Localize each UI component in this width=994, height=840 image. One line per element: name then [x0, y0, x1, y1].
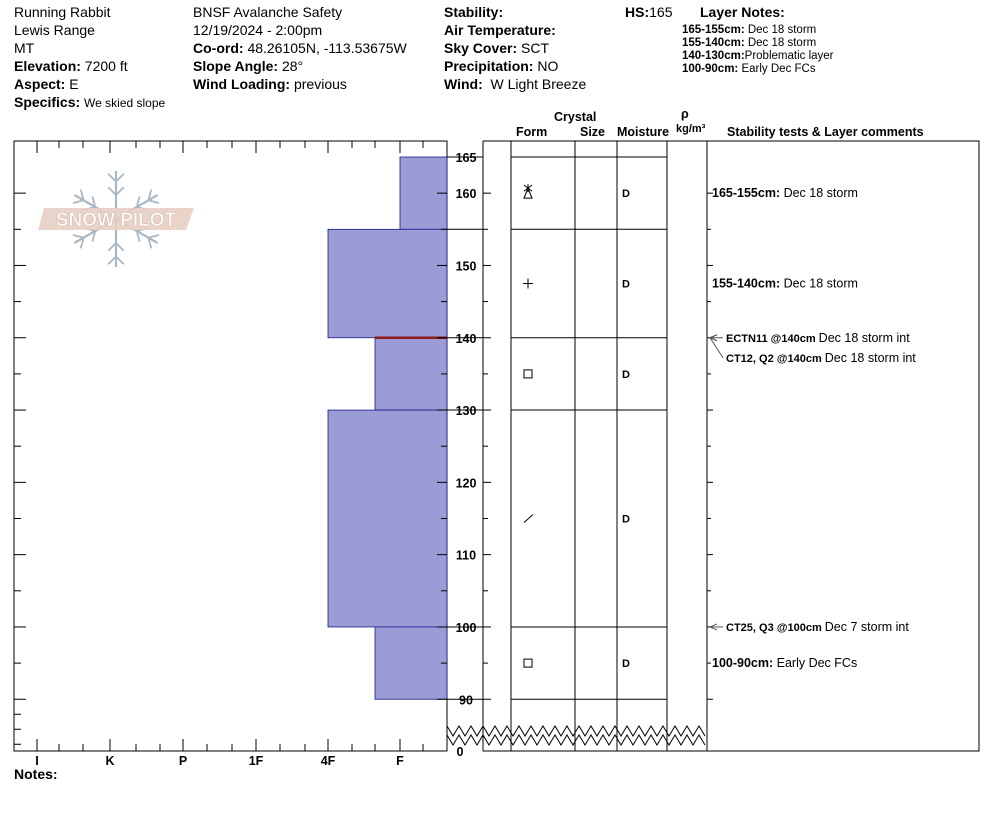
snowflake-branch [108, 174, 116, 182]
hardness-bar [328, 229, 447, 337]
moisture-value: D [622, 658, 630, 671]
snowflake-branch [148, 235, 159, 238]
layer-comment-text: Dec 18 storm [783, 186, 858, 201]
snow-height: HS:165 [625, 4, 673, 20]
depth-tick-label: 160 [455, 187, 477, 202]
layer-comment-text: Dec 18 storm [783, 276, 858, 291]
specifics: Specifics: We skied slope [14, 94, 166, 110]
form-header: Form [516, 125, 548, 139]
crystal-symbol [524, 515, 533, 523]
hardness-bar [328, 410, 447, 627]
stability-test-result: ECTN11 @140cm [726, 332, 819, 345]
layer-comment-range: 100-90cm: [712, 656, 777, 671]
snowflake-branch [148, 200, 159, 203]
depth-tick-label: 120 [455, 476, 477, 491]
elevation: Elevation: 7200 ft [14, 58, 128, 74]
organization: BNSF Avalanche Safety [193, 4, 343, 20]
state: MT [14, 40, 35, 56]
moisture-header: Moisture [617, 125, 670, 139]
depth-tick-label: 150 [455, 259, 477, 274]
snowflake-branch [116, 256, 124, 264]
layer-note: 100-90cm: Early Dec FCs [682, 63, 816, 75]
depth-tick-label: 140 [455, 331, 477, 346]
axis-break-zigzag [447, 726, 705, 736]
layer-comment [712, 277, 858, 291]
moisture-value: D [622, 278, 630, 291]
depth-tick-label: 90 [459, 693, 473, 708]
stability-test-comment: Dec 18 storm int [824, 350, 916, 365]
hardness-bar [375, 627, 447, 699]
layer-comment-range: 165-155cm: [712, 186, 784, 201]
snowflake-branch [108, 256, 116, 264]
snowflake-branch [116, 243, 124, 251]
snowpilot-logo [38, 171, 194, 267]
observation-datetime: 12/19/2024 - 2:00pm [193, 22, 323, 38]
slope-angle: Slope Angle: 28° [193, 58, 304, 74]
crystal-symbol [524, 184, 532, 192]
axis-break-zigzag [447, 735, 705, 745]
hardness-tick-label: P [178, 754, 188, 768]
density-symbol: ρ [681, 107, 689, 121]
depth-tick-label: 130 [455, 404, 477, 419]
wind: Wind: W Light Breeze [444, 76, 587, 92]
hardness-tick-label: F [396, 754, 404, 768]
coordinates: Co-ord: 48.26105N, -113.53675W [193, 40, 407, 56]
depth-tick-label: 100 [455, 620, 477, 635]
hardness-tick-label: 1F [248, 754, 264, 768]
depth-tick-label: 110 [455, 548, 477, 563]
stability-test [726, 351, 916, 365]
crystal-header: Crystal [554, 110, 597, 124]
crystal-symbol [523, 279, 533, 289]
stability-test-comment: Dec 7 storm int [824, 619, 909, 634]
stability-test-result: CT12, Q2 @140cm [726, 352, 825, 365]
snowflake-branch [108, 243, 116, 251]
stability: Stability: [444, 4, 504, 20]
depth-break-label: 0 [456, 745, 464, 759]
density-unit: kg/m³ [676, 123, 706, 135]
location-name: Running Rabbit [14, 4, 111, 20]
stability-test-comment: Dec 18 storm int [818, 330, 910, 345]
notes-label: Notes: [14, 766, 58, 782]
wind-loading: Wind Loading: previous [193, 76, 347, 92]
stability-test [726, 620, 909, 634]
aspect: Aspect: E [14, 76, 79, 92]
crystal-symbol [524, 370, 532, 378]
snowflake-branch [73, 235, 84, 238]
moisture-value: D [622, 188, 630, 201]
moisture-value: D [622, 368, 630, 381]
layer-comment [712, 656, 857, 670]
depth-tick-label: 165 [455, 151, 477, 165]
layer-comment-text: Early Dec FCs [776, 656, 858, 671]
snowflake-branch [116, 174, 124, 182]
snowflake-branch [116, 187, 124, 195]
hardness-tick-label: K [105, 754, 115, 768]
hardness-tick-label: I [35, 754, 39, 768]
layer-comment-range: 155-140cm: [712, 276, 784, 291]
air-temperature: Air Temperature: [444, 22, 556, 38]
range-name: Lewis Range [14, 22, 95, 38]
layer-note: 155-140cm: Dec 18 storm [682, 37, 817, 49]
logo-text: SNOW PILOT [55, 210, 177, 231]
layer-comment [712, 186, 858, 200]
layer-note: 165-155cm: Dec 18 storm [682, 24, 817, 36]
crystal-symbol [524, 659, 532, 667]
stability-test-result: CT25, Q3 @100cm [726, 621, 825, 634]
precipitation: Precipitation: NO [444, 58, 559, 74]
size-header: Size [580, 125, 606, 139]
sky-cover: Sky Cover: SCT [444, 40, 550, 56]
layer-notes-title: Layer Notes: [700, 4, 785, 20]
moisture-value: D [622, 513, 630, 526]
snowflake-branch [108, 187, 116, 195]
hardness-tick-label: 4F [320, 754, 336, 768]
stability-test [726, 331, 910, 345]
layer-note: 140-130cm:Problematic layer [682, 50, 834, 62]
hardness-bar [375, 338, 447, 410]
snowflake-branch [73, 200, 84, 203]
comments-header: Stability tests & Layer comments [727, 125, 924, 139]
